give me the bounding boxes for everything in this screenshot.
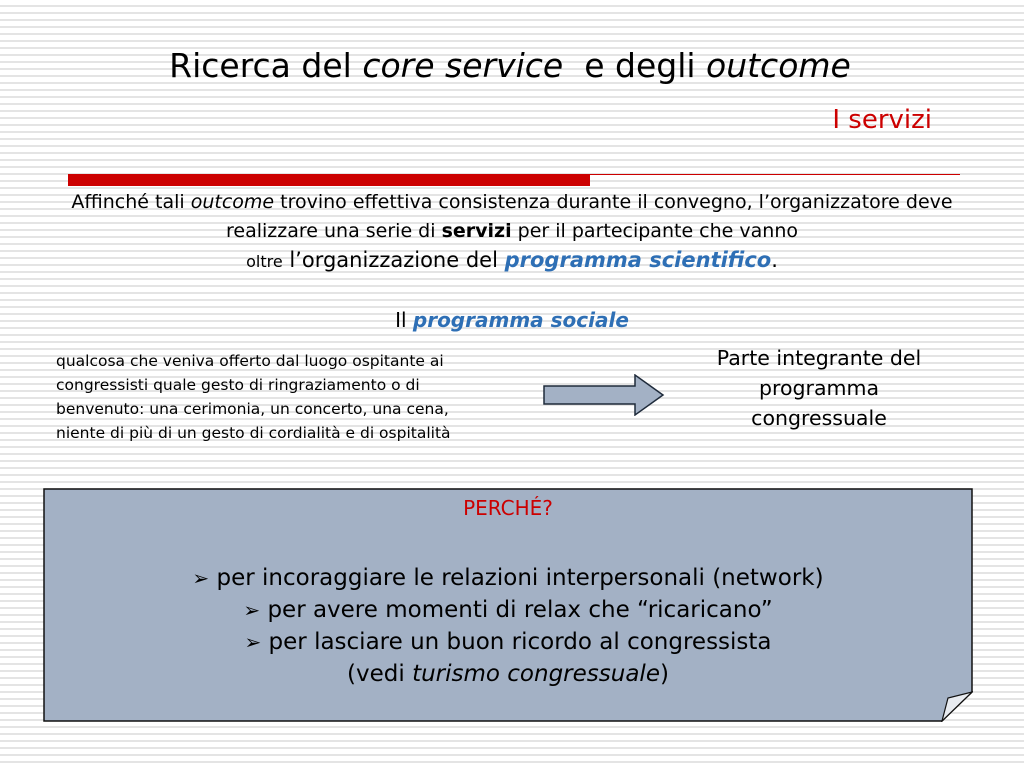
intro-highlight: programma scientifico xyxy=(504,248,772,272)
reason-text: per avere momenti di relax che “ricaricano” xyxy=(267,597,773,623)
perche-heading: PERCHÉ? xyxy=(463,496,553,520)
reason-item xyxy=(43,562,973,594)
tail-open: (vedi xyxy=(347,661,413,687)
slide-title xyxy=(0,46,1020,85)
reason-text: per incoraggiare le relazioni interpersonali (network) xyxy=(216,565,824,591)
right-arrow-icon xyxy=(543,374,665,416)
reason-item xyxy=(43,594,973,626)
reason-tail xyxy=(43,658,973,690)
title-italic1: core service xyxy=(362,46,564,85)
title-part1: Ricerca del xyxy=(169,46,363,85)
social-prefix: Il xyxy=(395,308,413,332)
arrowhead-bullet-icon: ➢ xyxy=(192,566,210,590)
slide-subtitle: I servizi xyxy=(832,105,932,135)
tail-close: ) xyxy=(659,661,669,687)
title-part2: e degli xyxy=(563,46,707,85)
reasons-list xyxy=(43,562,973,690)
integrante-text: Parte integrante del programma congressuale xyxy=(716,346,922,430)
intro-text-1: Affinché tali xyxy=(71,191,191,213)
title-italic2: outcome xyxy=(706,46,851,85)
social-emph: programma sociale xyxy=(412,308,629,332)
reason-text: per lasciare un buon ricordo al congressista xyxy=(268,629,772,655)
intro-bold: servizi xyxy=(441,220,512,242)
intro-text-4: l’organizzazione del xyxy=(282,248,505,272)
divider-thick xyxy=(68,175,590,186)
perche-box-content xyxy=(43,488,973,690)
reason-item xyxy=(43,626,973,658)
social-heading xyxy=(0,308,1024,332)
intro-italic: outcome xyxy=(190,191,275,213)
arrowhead-bullet-icon: ➢ xyxy=(243,598,261,622)
social-description: qualcosa che veniva offerto dal luogo ospitante ai congressisti quale gesto di ringraziamento o di benvenuto: una cerimonia, un concerto, una cena, niente di più di un gesto di cordialità e di ospitalità xyxy=(56,352,451,442)
intro-text-3: per il partecipante che vanno xyxy=(511,220,798,242)
intro-small: oltre xyxy=(246,252,283,271)
arrowhead-bullet-icon: ➢ xyxy=(244,630,262,654)
intro-paragraph xyxy=(30,188,994,276)
tail-italic: turismo congressuale xyxy=(412,661,660,687)
intro-text-2: trovino effettiva consistenza durante il convegno, l’organizzatore deve realizzare una serie di xyxy=(226,191,953,242)
intro-text-5: . xyxy=(771,248,778,272)
